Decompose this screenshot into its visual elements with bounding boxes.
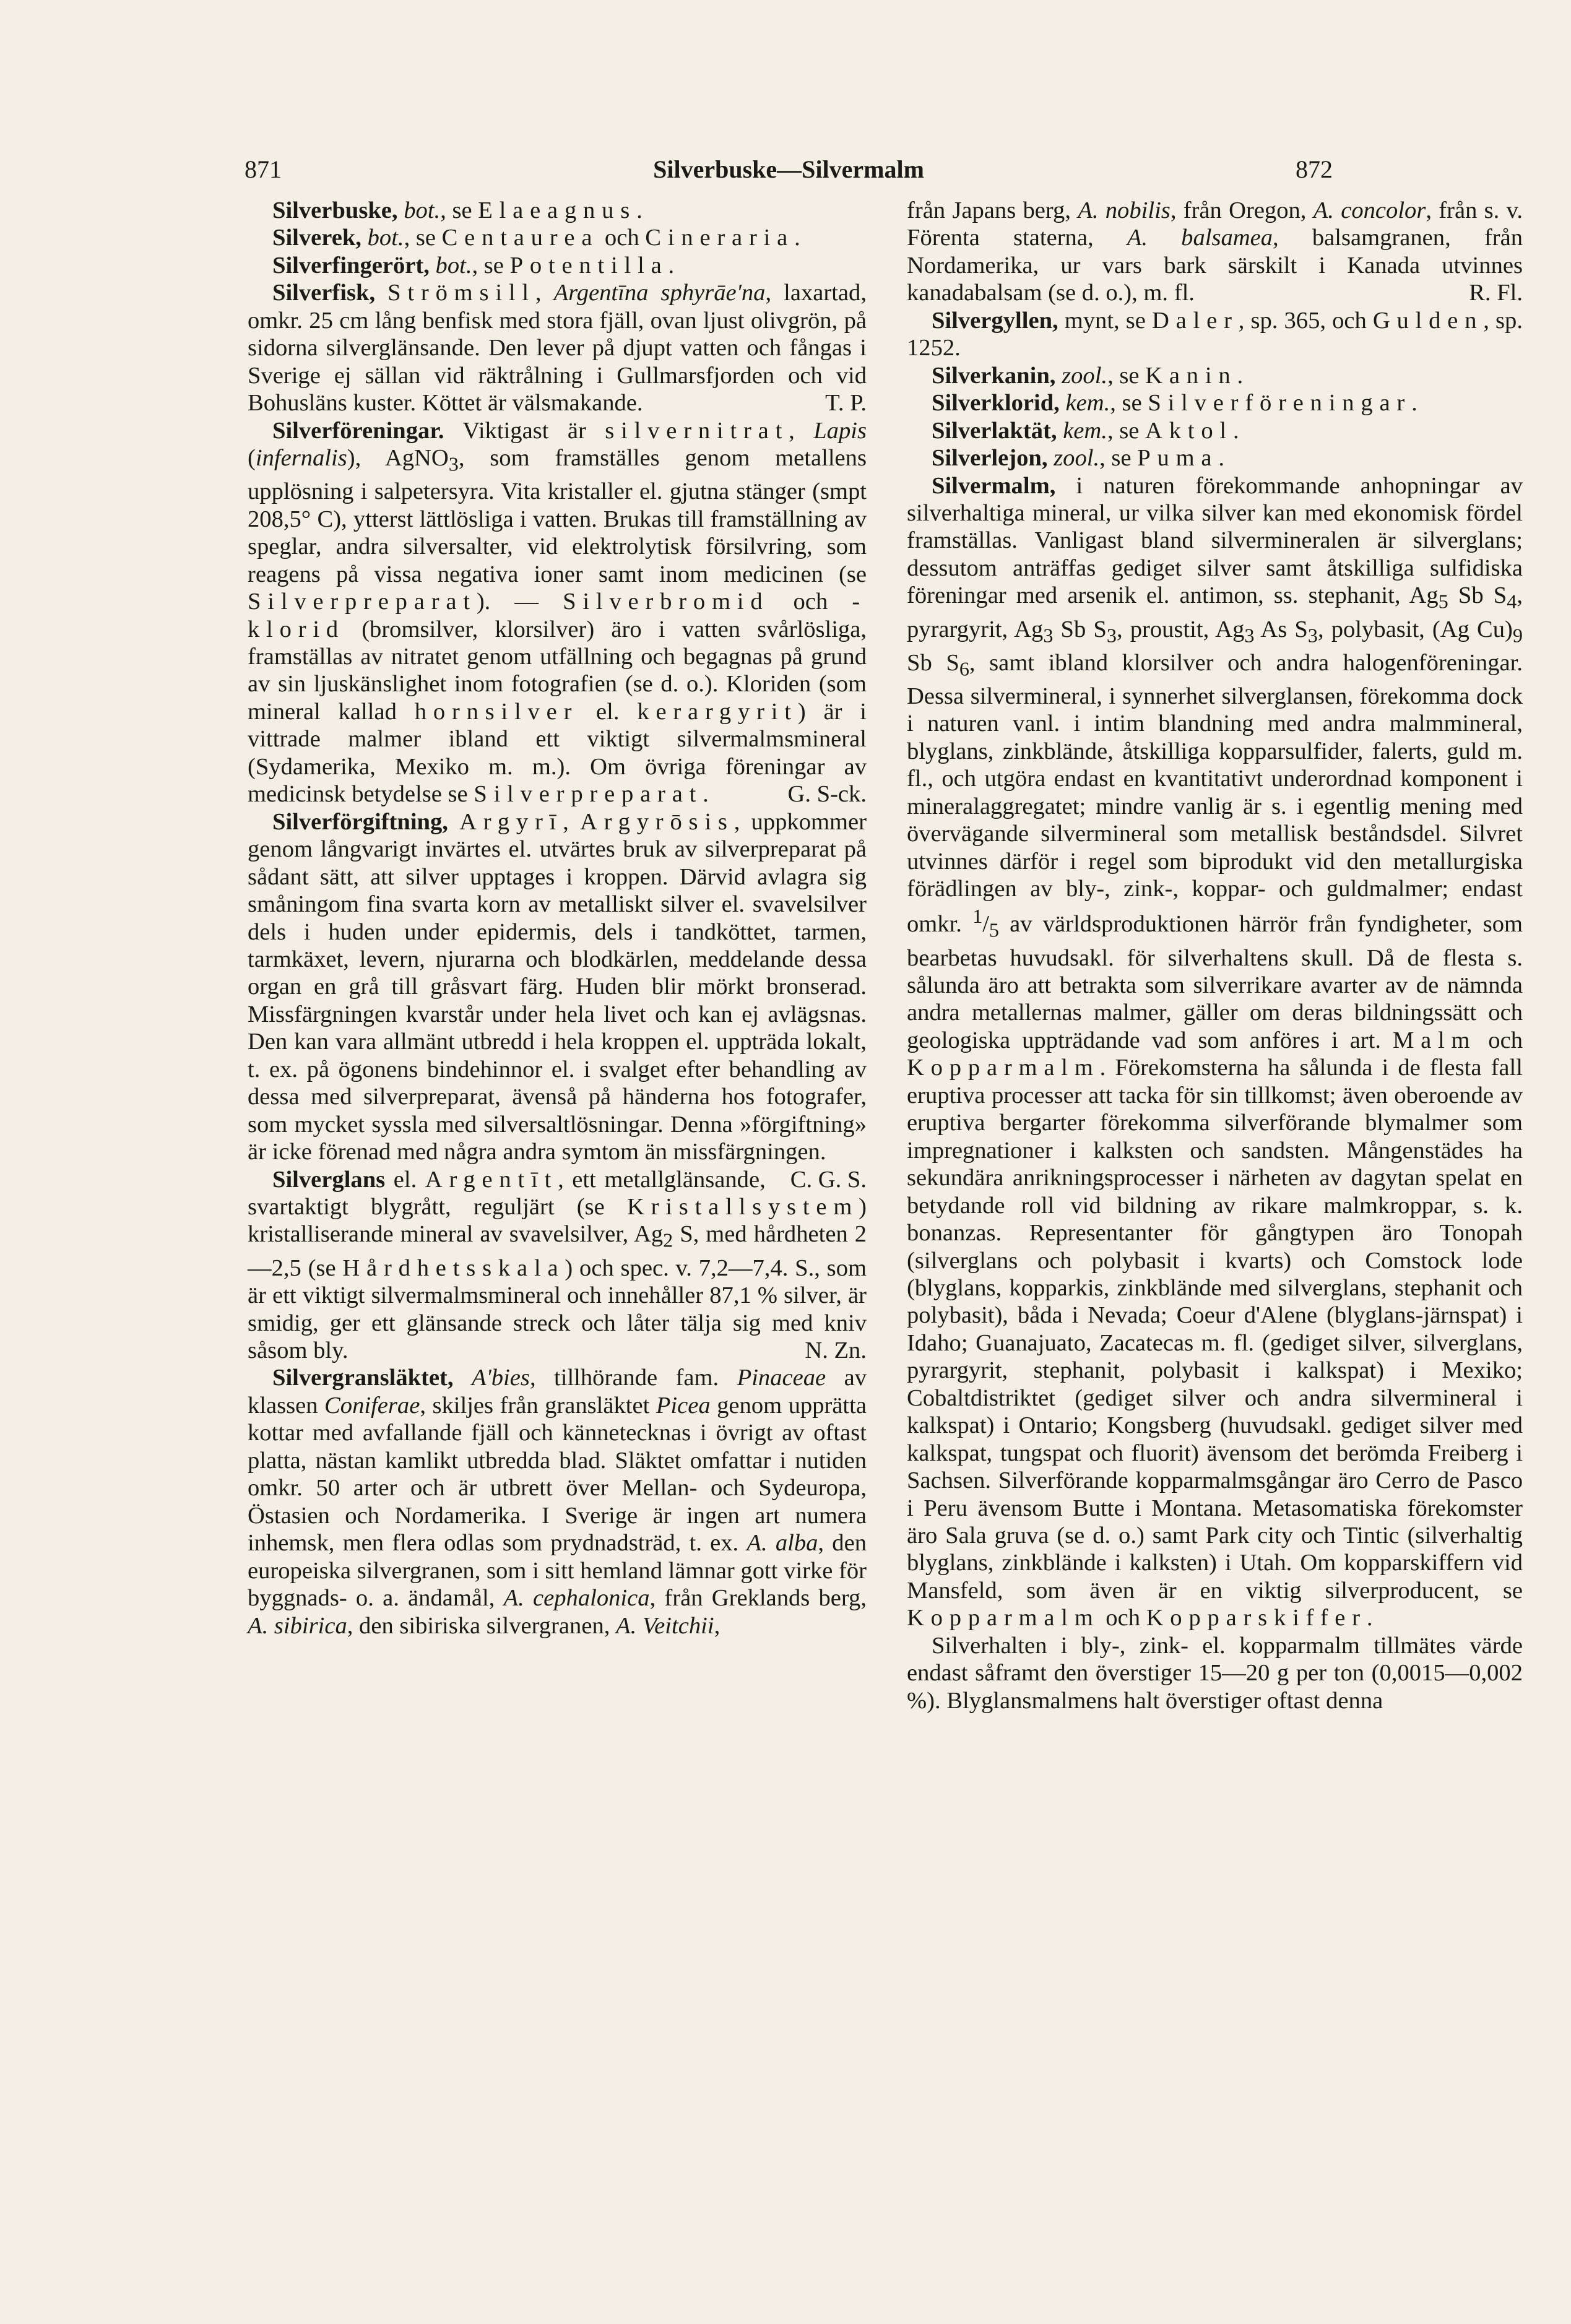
- article-entry: Silverbuske, bot., se Elaeagnus.: [272, 197, 643, 223]
- running-title: Silverbuske—Silvermalm: [653, 155, 924, 183]
- article-entry: från Japans berg, A. nobilis, från Oregon, A. concolor, från s. v. Förenta staterna, A. balsamea, balsamgranen, från Nordamerika, ur vars bark särskilt i Kanada utvinnes kanadabalsam (se d. o.), m. fl. R. Fl.: [907, 197, 1523, 306]
- article-entry: Silverkanin, zool., se Kanin.: [932, 362, 1244, 389]
- article-entry: Silverhalten i bly-, zink- el. kopparmalm tillmätes värde endast såframt den överstiger 15—20 g per ton (0,0015—0,002 %). Blyglansmalmens halt överstiger oftast denna: [907, 1632, 1523, 1714]
- article-entry: Silverlejon, zool., se Puma.: [932, 445, 1224, 472]
- article-entry: Silverförgiftning, Argyrī, Argyrōsis, uppkommer genom långvarigt invärtes el. utvärtes bruk av silverpreparat på sådant sätt, att silver upptages i kroppen. Därvid avlagra sig småningom fina svarta korn av metalliskt silver el. svavelsilver dels i huden under epidermis, dels i tandköttet, tarmen, tarmkäxet, levern, njurarna och blodkärlen, meddelande dessa organ en grå till gråsvart färg. Huden blir mörkt bronserad. Missfärgningen kvarstår under hela livet och kan ej avlägsnas. Den kan vara allmänt utbredd i hela kroppen el. uppträda lokalt, t. ex. på ögonens bindehinnor el. i svalget efter behandling av dessa med silverpreparat, ävenså på händerna hos fotografer, som mycket syssla med silversaltlösningar. Denna »förgiftning» är icke förenad med några andra symtom än missfärgningen. C. G. S.: [248, 808, 867, 1193]
- article-entry: Silvergransläktet, A'bies, tillhörande fam. Pinaceae av klassen Coniferae, skiljes från gransläktet Picea genom upprätta kottar med avfallande fjäll och kännetecknas i övrigt av oftast platta, nästan kamlikt utbredda blad. Släktet omfattar i nutiden omkr. 50 arter och är utbrett över Mellan- och Sydeuropa, Östasien och Nordamerika. I Sverige är ingen art numera inhemsk, men flera odlas som prydnadsträd, t. ex. A. alba, den europeiska silvergranen, som i sitt hemland lämnar gott virke för byggnads- o. a. ändamål, A. cephalonica, från Greklands berg, A. sibirica, den sibiriska silvergranen, A. Veitchii,: [248, 1365, 867, 1639]
- page-number-right: 872: [1296, 155, 1333, 183]
- article-entry: Silvermalm, i naturen förekommande anhopningar av silverhaltiga mineral, ur vilka silver kan med ekonomisk fördel framställas. Vanligast bland silvermineralen är silverglans; dessutom anträffas gediget silver samt åtskilliga sulfidiska föreningar med arsenik el. antimon, ss. stephanit, $Ag_5$ Sb $S_4$, pyrargyrit, $Ag_3$ Sb $S_3$, proustit, $Ag_3$ As $S_3$, polybasit, (Ag $Cu)_9$ Sb $S_6$, samt ibland klorsilver och andra halogenföreningar. Dessa silvermineral, i synnerhet silverglansen, förekomma dock i naturen vanl. i intim blandning med andra malmmineral, blyglans, zinkblände, åtskilliga kopparsulfider, falerts, guld m. fl., och utgöra endast en kvantitativt underordnad komponent i mineralaggregatet; mindre vanlig är s. i egentlig mening med övervägande silvermineral som metallisk beståndsdel. Silvret utvinnes därför i regel som biprodukt vid den metallurgiska förädlingen av bly-, zink-, koppar- och guldmalmer; endast omkr. $^1/_5$ av världsproduktionen härrör från fyndigheter, som bearbetas huvudsakl. för silverhaltens skull. Då de flesta s. sålunda äro att betrakta som silverrikare avarter av de nämnda andra metallernas malmer, gäller om deras bildningssätt och geologiska uppträdande vad som anföres i art. Malm och Kopparmalm. Förekomsterna ha sålunda i de flesta fall eruptiva processer att tacka för sin tillkomst; även oberoende av eruptiva bergarter förekomma silverförande blymalmer som impregnationer i kalksten och sandsten. Mångenstädes ha sekundära anrikningsprocesser i närheten av dagytan spelat en betydande roll vid bildning av rikare malmkroppar, s. k. bonanzas. Representanter för gångtypen äro Tonopah (silverglans och polybasit i kvarts) och Comstock lode (blyglans, kopparkis, zinkblände med silverglans, stephanit och polybasit), båda i Nevada; Coeur d'Alene (blyglans-järnspat) i Idaho; Guanajuato, Zacatecas m. fl. (gediget silver, silverglans, pyrargyrit, stephanit, polybasit i kalkspat) i Mexiko; Cobaltdistriktet (gediget silver och andra silvermineral i kalkspat) i Ontario; Kongsberg (huvudsakl. gediget silver med kalkspat, tungspat och fluorit) ävensom det berömda Freiberg i Sachsen. Silverförande kopparmalmsgångar äro Cerro de Pasco i Peru ävensom Butte i Montana. Metasomatiska förekomster äro Sala gruva (se d. o.) samt Park city och Tintic (silverhaltig blyglans, zinkblände i kalksten) i Utah. Om kopparskiffern vid Mansfeld, som även är en viktig silverproducent, se Kopparmalm och Kopparskiffer.: [907, 472, 1523, 1631]
- right-column: [907, 197, 1523, 1714]
- article-entry: Silverfingerört, bot., se Potentilla.: [272, 252, 675, 279]
- article-entry: Silverglans el. Argentīt, ett metallglänsande, svartaktigt blygrått, reguljärt (se Kristallsystem) kristalliserande mineral av svavelsilver, $Ag_2$ S, med hårdheten 2—2,5 (se Hårdhetsskala) och spec. v. 7,2—7,4. S., som är ett viktigt silvermalmsmineral och innehåller 87,1 % silver, är smidig, ger ett glänsande streck och låter tälja sig med kniv såsom bly. N. Zn.: [248, 1166, 867, 1364]
- article-entry: Silverek, bot., se Centaurea och Cineraria.: [272, 225, 800, 251]
- article-entry: Silverlaktät, kem., se Aktol.: [932, 417, 1239, 444]
- left-column: [248, 197, 867, 1639]
- page-header: [245, 155, 1333, 192]
- article-entry: Silverfisk, Strömsill, Argentīna sphyrāe'na, laxartad, omkr. 25 cm lång benfisk med stora fjäll, ovan ljust olivgrön, på sidorna silverglänsande. Den lever på djupt vatten och fångas i Sverige ej sällan vid räktrålning i Gullmarsfjorden och vid Bohusläns kuster. Köttet är välsmakande. T. P.: [248, 280, 867, 417]
- article-entry: Silvergyllen, mynt, se Daler, sp. 365, och Gulden, sp. 1252.: [907, 307, 1523, 361]
- page-number-left: 871: [245, 155, 282, 183]
- article-entry: Silverklorid, kem., se Silverföreningar.: [932, 390, 1417, 417]
- article-entry: Silverföreningar. Viktigast är silvernitrat, Lapis (infernalis), AgNO$_3$, som framställes genom metallens upplösning i salpetersyra. Vita kristaller el. gjutna stänger (smpt 208,5° C), ytterst lättlösliga i vatten. Brukas till framställning av speglar, andra silversalter, vid elektrolytisk försilvring, som reagens på vissa negativa ioner samt inom medicinen (se Silverpreparat). — Silverbromid och -klorid (bromsilver, klorsilver) äro i vatten svårlösliga, framställas av nitratet genom utfällning och begagnas på grund av sin ljuskänslighet inom fotografien (se d. o.). Kloriden (som mineral kallad hornsilver el. kerargyrit) är i vittrade malmer ibland ett viktigt silvermalmsmineral (Sydamerika, Mexiko m. m.). Om övriga föreningar av medicinsk betydelse se Silverpreparat. G. S-ck.: [248, 417, 867, 808]
